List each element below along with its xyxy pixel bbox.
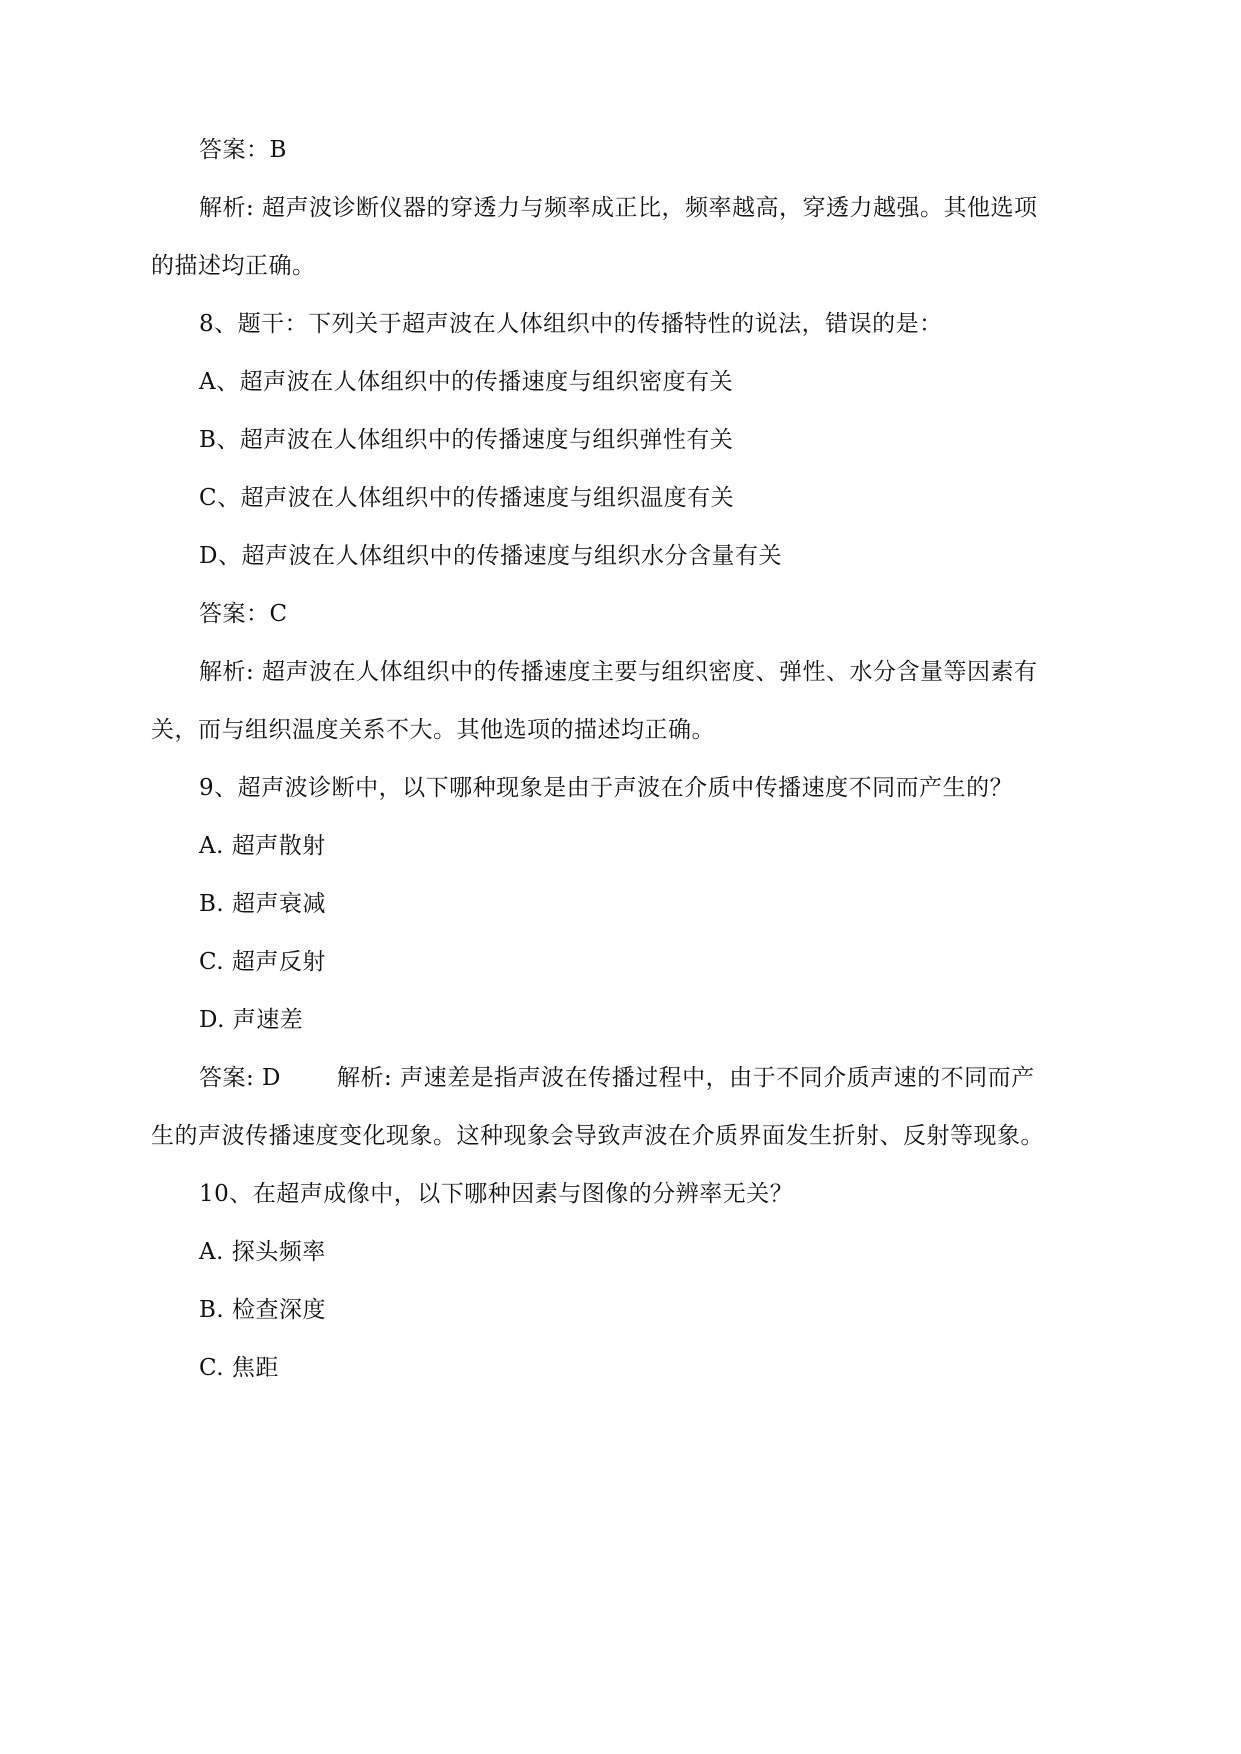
question-8-option-c: C、超声波在人体组织中的传播速度与组织温度有关 — [199, 485, 735, 511]
question-8-option-b: B、超声波在人体组织中的传播速度与组织弹性有关 — [199, 427, 734, 453]
question-9-option-b: B. 超声衰减 — [199, 891, 327, 917]
explanation-9-line-2: 生的声波传播速度变化现象。这种现象会导致声波在介质界面发生折射、反射等现象。 — [151, 1123, 1044, 1149]
answer-9-row — [199, 1063, 1035, 1093]
question-10-option-a: A. 探头频率 — [199, 1239, 326, 1265]
question-10-stem: 10、在超声成像中，以下哪种因素与图像的分辨率无关？ — [199, 1181, 794, 1207]
explanation-8-line-2: 关，而与组织温度关系不大。其他选项的描述均正确。 — [151, 717, 715, 743]
question-9-option-c: C. 超声反射 — [199, 949, 326, 975]
answer-7: 答案：B — [199, 137, 287, 163]
answer-8: 答案：C — [199, 601, 288, 627]
question-8-option-d: D、超声波在人体组织中的传播速度与组织水分含量有关 — [199, 543, 782, 569]
answer-9: 答案: D — [199, 1065, 282, 1091]
question-8-stem: 8、题干：下列关于超声波在人体组织中的传播特性的说法，错误的是： — [199, 311, 943, 337]
explanation-8-line-1: 解析: 超声波在人体组织中的传播速度主要与组织密度、弹性、水分含量等因素有 — [199, 659, 1038, 685]
question-10-option-c: C. 焦距 — [199, 1355, 279, 1381]
question-8-option-a: A、超声波在人体组织中的传播速度与组织密度有关 — [199, 369, 734, 395]
question-10-option-b: B. 检查深度 — [199, 1297, 327, 1323]
question-9-option-d: D. 声速差 — [199, 1007, 304, 1033]
question-9-option-a: A. 超声散射 — [199, 833, 326, 859]
explanation-7-line-1: 解析: 超声波诊断仪器的穿透力与频率成正比，频率越高，穿透力越强。其他选项 — [199, 195, 1038, 221]
question-9-stem: 9、超声波诊断中，以下哪种现象是由于声波在介质中传播速度不同而产生的？ — [199, 775, 1014, 801]
explanation-9-line-1: 解析: 声速差是指声波在传播过程中，由于不同介质声速的不同而产 — [337, 1065, 1035, 1091]
explanation-7-line-2: 的描述均正确。 — [151, 253, 316, 279]
